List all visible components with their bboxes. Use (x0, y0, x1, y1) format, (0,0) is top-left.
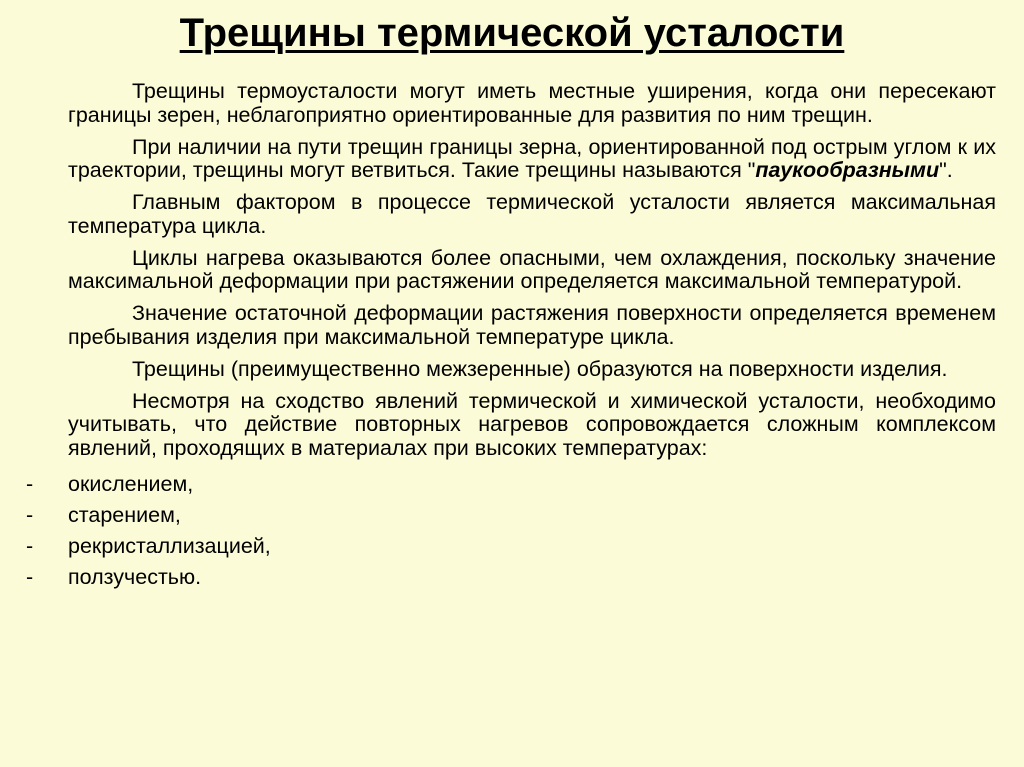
list-item (26, 531, 996, 562)
slide-body (26, 79, 996, 593)
paragraph-4: Циклы нагрева оказываются более опасными, чем охлаждения, поскольку значение максимальной деформации при растяжении определяется максимальной температурой. (68, 245, 996, 293)
list-marker: - (26, 503, 34, 527)
list-marker: - (26, 565, 34, 589)
paragraph-6: Трещины (преимущественно межзеренные) образуются на поверхности изделия. (132, 356, 948, 381)
list-item-text: ползучестью. (68, 565, 202, 589)
paragraph-2-emphasis: паукообразными (755, 158, 940, 182)
slide-title-text: Трещины термической усталости (179, 11, 845, 55)
paragraph-2-text-start: При наличии на пути трещин границы зерна, ориентированной под острым углом к их траектории, трещины могут ветвиться. Такие трещины называются " (68, 134, 996, 182)
effects-list (26, 469, 996, 593)
paragraph-7: Несмотря на сходство явлений термической и химической усталости, необходимо учитывать, что действие повторных нагревов сопровождается сложным комплексом явлений, проходящих в материалах при высоких температурах: (68, 388, 996, 460)
list-item (26, 562, 996, 593)
paragraph-3: Главным фактором в процессе термической усталости является максимальная температура цикла. (68, 190, 996, 238)
slide-title (0, 6, 1024, 60)
list-item (26, 500, 996, 531)
list-item-text: рекристаллизацией, (68, 534, 271, 558)
paragraph-1: Трещины термоусталости могут иметь местные уширения, когда они пересекают границы зерен, неблагоприятно ориентированные для развития по ним трещин. (68, 79, 996, 127)
paragraph-2 (68, 136, 996, 183)
list-marker: - (26, 472, 34, 496)
paragraph-2-text-end: ". (939, 158, 953, 182)
list-item-text: старением, (68, 503, 181, 527)
paragraph-5: Значение остаточной деформации растяжения поверхности определяется временем пребывания изделия при максимальной температуре цикла. (68, 301, 996, 349)
list-item (26, 469, 996, 500)
list-item-text: окислением, (68, 472, 194, 496)
list-marker: - (26, 534, 34, 558)
